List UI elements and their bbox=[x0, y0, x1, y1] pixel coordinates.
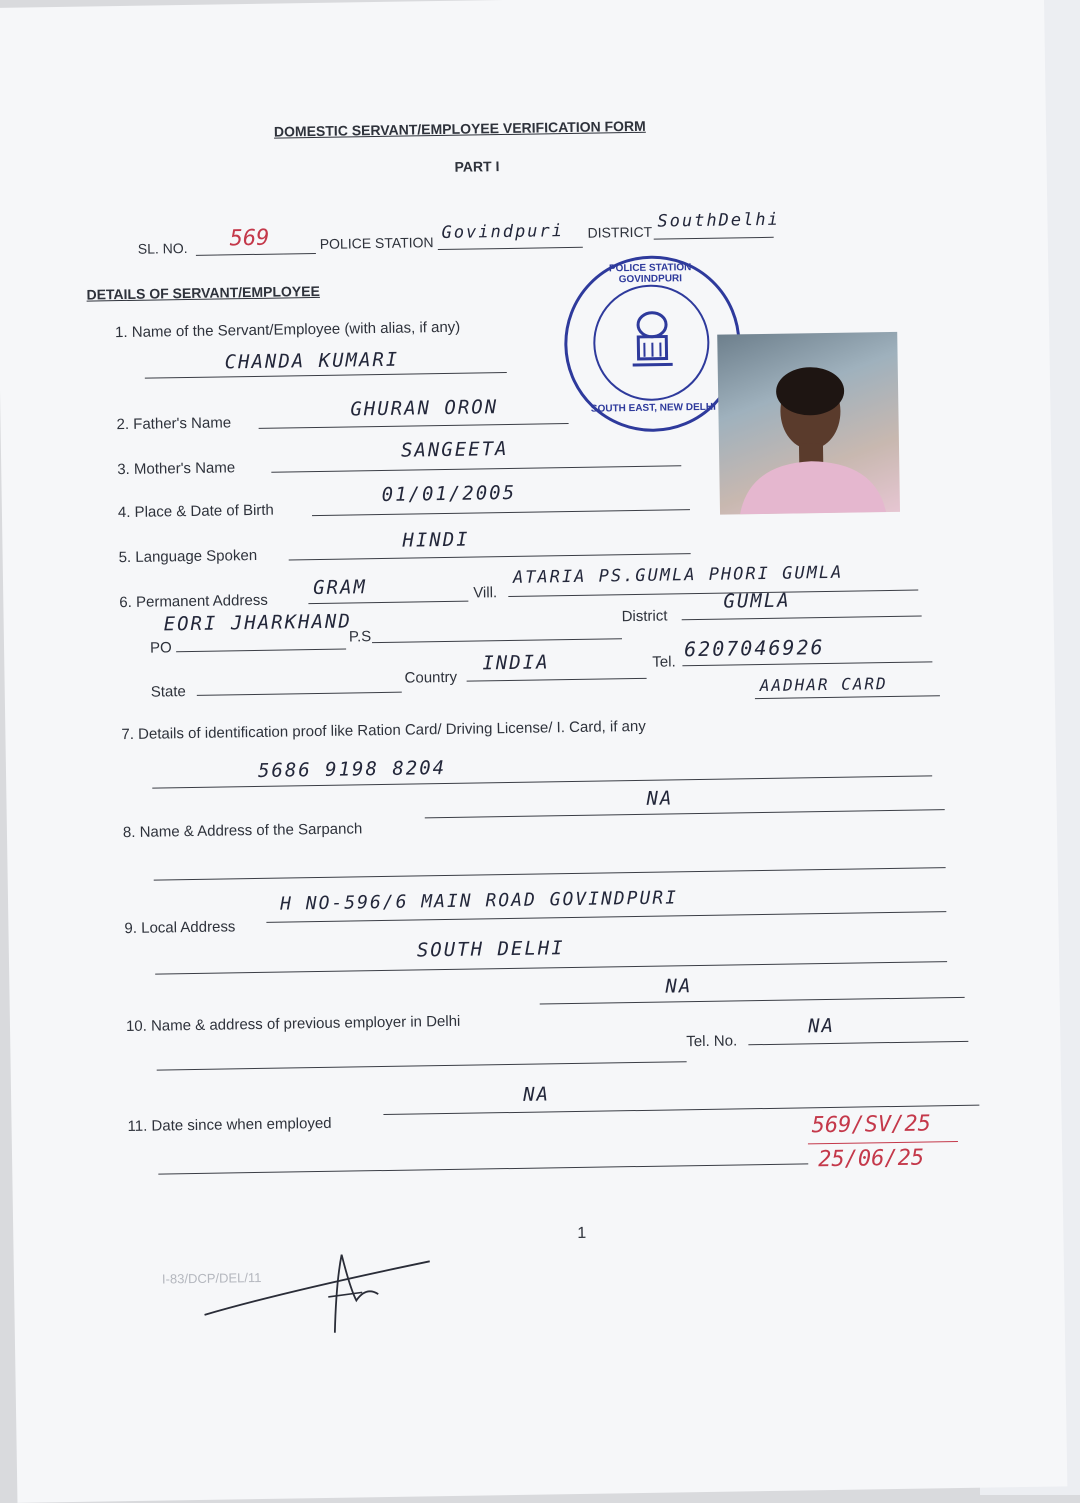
district-label: DISTRICT bbox=[587, 224, 652, 241]
id-number: 5686 9198 8204 bbox=[258, 757, 446, 782]
stamp-bottom-text: SOUTH EAST, NEW DELHI bbox=[588, 402, 718, 415]
sl-no-value: 569 bbox=[229, 226, 269, 252]
local-address-label: 9. Local Address bbox=[124, 918, 235, 937]
vill-value: ATARIA PS.GUMLA PHORI GUMLA bbox=[513, 563, 844, 588]
prev-employer-label: 10. Name & address of previous employer in Delhi bbox=[126, 1013, 461, 1035]
district-field-value: GUMLA bbox=[723, 590, 791, 613]
address-line2: EORI JHARKHAND bbox=[164, 610, 352, 635]
section-heading: DETAILS OF SERVANT/EMPLOYEE bbox=[86, 283, 320, 303]
tel-value: 6207046926 bbox=[684, 635, 825, 661]
dob-value: 01/01/2005 bbox=[382, 482, 517, 506]
language-label: 5. Language Spoken bbox=[119, 547, 258, 566]
sarpanch-label: 8. Name & Address of the Sarpanch bbox=[123, 820, 363, 841]
employed-since-value: NA bbox=[523, 1083, 550, 1105]
police-station-label: POLICE STATION bbox=[320, 234, 434, 252]
district-value: SouthDelhi bbox=[657, 210, 780, 232]
father-value: GHURAN ORON bbox=[350, 396, 498, 420]
tel-no-label: Tel. No. bbox=[686, 1032, 737, 1050]
local-address-value: H NO-596/6 MAIN ROAD GOVINDPURI bbox=[280, 887, 678, 914]
country-value: INDIA bbox=[482, 651, 550, 674]
mother-value: SANGEETA bbox=[401, 438, 509, 462]
po-label: PO bbox=[150, 639, 172, 656]
signature bbox=[193, 1241, 454, 1335]
address-gram: GRAM bbox=[313, 576, 367, 599]
name-label: 1. Name of the Servant/Employee (with alias, if any) bbox=[115, 319, 460, 341]
mother-label: 3. Mother's Name bbox=[117, 459, 235, 478]
id-type: AADHAR CARD bbox=[760, 674, 888, 695]
language-value: HINDI bbox=[402, 529, 470, 552]
country-label: Country bbox=[404, 669, 457, 687]
reference-number: 569/SV/25 bbox=[811, 1111, 931, 1138]
footer-code: I-83/DCP/DEL/11 bbox=[162, 1270, 262, 1287]
local-address-line2: SOUTH DELHI bbox=[417, 937, 565, 961]
page-number: 1 bbox=[577, 1225, 586, 1243]
address-label: 6. Permanent Address bbox=[119, 592, 268, 611]
father-label: 2. Father's Name bbox=[116, 414, 231, 433]
employed-since-label: 11. Date since when employed bbox=[127, 1115, 331, 1135]
vill-label: Vill. bbox=[473, 584, 497, 601]
ps-label: P.S bbox=[349, 628, 372, 645]
tel-no-value: NA bbox=[808, 1015, 835, 1037]
dob-label: 4. Place & Date of Birth bbox=[118, 502, 274, 521]
tel-label: Tel. bbox=[652, 653, 676, 670]
police-station-value: Govindpuri bbox=[441, 221, 564, 243]
district-field-label: District bbox=[622, 607, 668, 625]
person-photo-icon bbox=[717, 332, 900, 515]
sarpanch-value: NA bbox=[646, 787, 673, 809]
reference-date: 25/06/25 bbox=[818, 1146, 924, 1173]
emblem-icon bbox=[622, 306, 683, 377]
stamp-top-text: POLICE STATION GOVINDPURI bbox=[580, 262, 720, 286]
employee-photo bbox=[717, 332, 900, 515]
form-part: PART I bbox=[454, 158, 499, 175]
name-value: CHANDA KUMARI bbox=[224, 349, 399, 374]
police-stamp bbox=[563, 254, 742, 433]
sl-no-label: SL. NO. bbox=[138, 240, 188, 257]
id-label: 7. Details of identification proof like Ration Card/ Driving License/ I. Card, if any bbox=[121, 718, 646, 743]
state-label: State bbox=[151, 683, 186, 701]
form-title: DOMESTIC SERVANT/EMPLOYEE VERIFICATION FORM bbox=[274, 118, 646, 140]
prev-employer-value: NA bbox=[665, 975, 692, 997]
